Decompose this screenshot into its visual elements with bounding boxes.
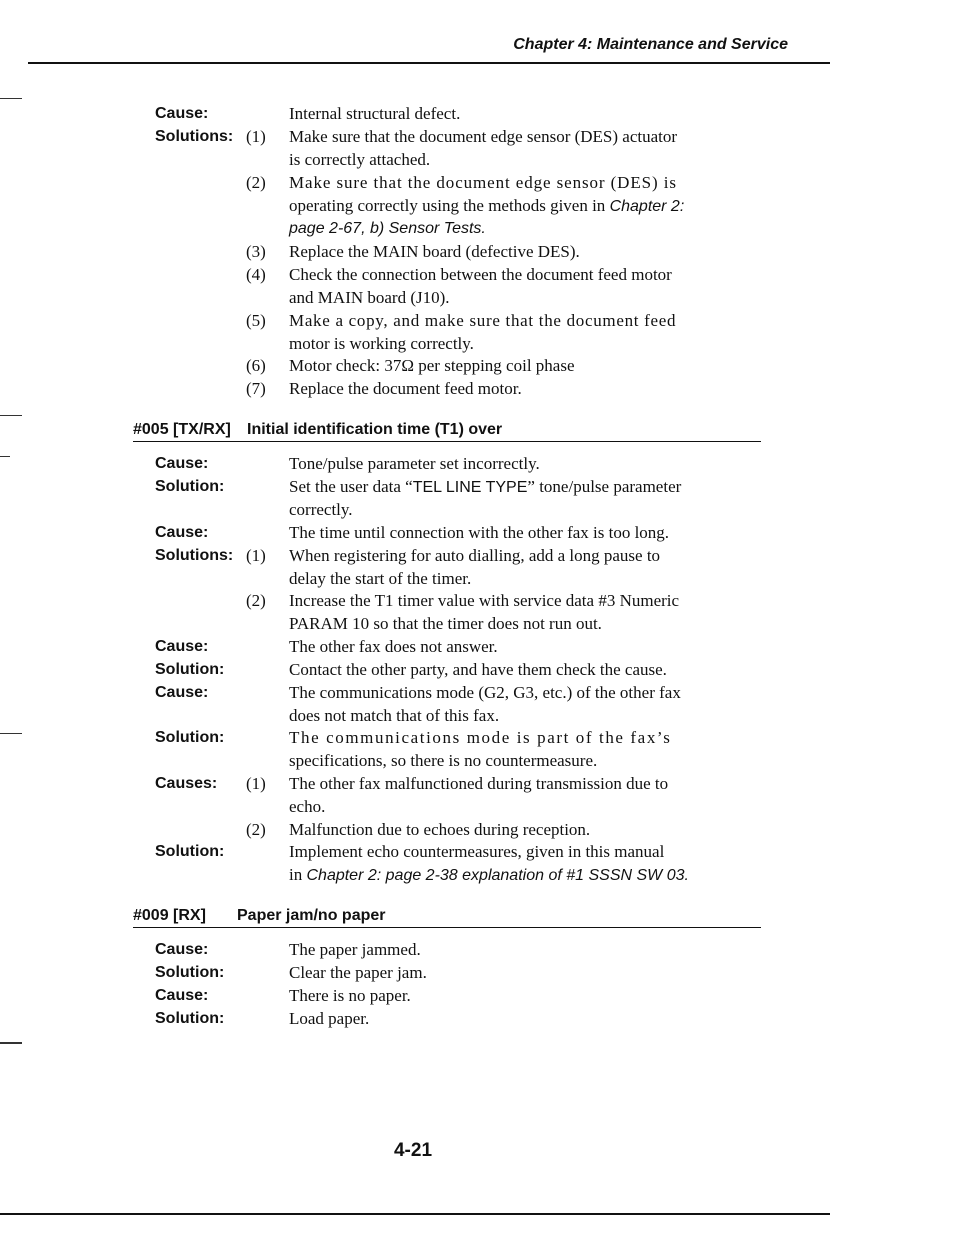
- solution-row-cont: [0, 498, 964, 521]
- solution-row: [0, 658, 964, 681]
- item-text: Check the connection between the document feed motor: [289, 265, 672, 284]
- item-text: Make a copy, and make sure that the document feed: [289, 311, 677, 330]
- chapter-header: Chapter 4: Maintenance and Service: [513, 36, 788, 53]
- item-text: Motor check: 37Ω per stepping coil phase: [289, 356, 575, 375]
- item-number: (7): [246, 379, 266, 398]
- solution-text: Implement echo countermeasures, given in this manual: [289, 842, 665, 861]
- solution-label: Solution:: [155, 843, 225, 860]
- solution-text: correctly.: [289, 500, 353, 519]
- cause-item: [0, 818, 964, 841]
- solution-row: [0, 475, 964, 498]
- solution-row: [0, 961, 964, 984]
- cause-text: The paper jammed.: [289, 940, 421, 959]
- cause-item: [0, 772, 964, 795]
- section-heading-005: [133, 420, 761, 442]
- solution-label: Solution:: [155, 729, 225, 746]
- cause-row: [0, 521, 964, 544]
- solution-text: specifications, so there is no countermeasure.: [289, 751, 598, 770]
- item-text: Malfunction due to echoes during reception.: [289, 820, 591, 839]
- item-number: (1): [246, 546, 266, 565]
- item-text: Make sure that the document edge sensor (DES) actuator: [289, 127, 678, 146]
- solution-label: Solution:: [155, 661, 225, 678]
- solution-item: [0, 125, 964, 148]
- item-text-part: operating correctly using the methods given in: [289, 196, 610, 215]
- section-heading-009: [133, 906, 761, 928]
- solution-text: The communications mode is part of the fax’s: [289, 728, 672, 747]
- error-code: #005 [TX/RX]: [133, 421, 231, 438]
- item-text: The other fax malfunctioned during transmission due to: [289, 774, 669, 793]
- cause-text: The time until connection with the other fax is too long.: [289, 523, 670, 542]
- solution-item: [0, 171, 964, 194]
- item-number: (1): [246, 127, 266, 146]
- solution-row: [0, 1007, 964, 1030]
- solution-item: [0, 263, 964, 286]
- item-number: (2): [246, 591, 266, 610]
- solution-row: [0, 726, 964, 749]
- item-number: (1): [246, 774, 266, 793]
- text-part: in: [289, 865, 307, 884]
- solution-label: Solution:: [155, 1010, 225, 1027]
- header-rule: [28, 62, 830, 64]
- solution-item: [0, 544, 964, 567]
- item-number: (5): [246, 311, 266, 330]
- cause-row: [0, 681, 964, 704]
- solution-item-cont: [0, 217, 964, 240]
- cause-label: Cause:: [155, 455, 209, 472]
- item-number: (6): [246, 356, 266, 375]
- solution-item-cont: [0, 332, 964, 355]
- solution-text: [289, 863, 761, 887]
- item-text: echo.: [289, 797, 326, 816]
- item-text: and MAIN board (J10).: [289, 288, 450, 307]
- solution-label: Solution:: [155, 964, 225, 981]
- cause-text: The communications mode (G2, G3, etc.) of the other fax: [289, 683, 681, 702]
- cause-label: Cause:: [155, 524, 209, 541]
- cause-label: Cause:: [155, 638, 209, 655]
- item-text: is correctly attached.: [289, 150, 431, 169]
- item-number: (2): [246, 820, 266, 839]
- chapter-reference: page 2-67, b) Sensor Tests.: [289, 220, 486, 237]
- solution-row-cont: [0, 749, 964, 772]
- item-number: (4): [246, 265, 266, 284]
- item-text: [289, 194, 761, 218]
- cause-text: There is no paper.: [289, 986, 411, 1005]
- section-title: Initial identification time (T1) over: [247, 421, 503, 438]
- solution-item-cont: [0, 286, 964, 309]
- solutions-label: Solutions:: [155, 128, 234, 145]
- cause-label: Cause:: [155, 941, 209, 958]
- cause-label: Cause:: [155, 684, 209, 701]
- item-text: motor is working correctly.: [289, 334, 474, 353]
- cause-row-cont: [0, 704, 964, 727]
- solution-item: [0, 240, 964, 263]
- solution-text: Contact the other party, and have them check the cause.: [289, 660, 667, 679]
- cause-row: [0, 452, 964, 475]
- page-number: 4-21: [393, 1140, 433, 1161]
- item-text: PARAM 10 so that the timer does not run out.: [289, 614, 602, 633]
- solution-item: [0, 309, 964, 332]
- item-text: Make sure that the document edge sensor (DES) is: [289, 173, 677, 192]
- section-title: Paper jam/no paper: [237, 907, 386, 924]
- cause-label: Cause:: [155, 987, 209, 1004]
- cause-item-cont: [0, 795, 964, 818]
- solution-text: Load paper.: [289, 1009, 370, 1028]
- cause-row: [0, 102, 964, 125]
- solution-item: [0, 377, 964, 400]
- solution-row-cont: [0, 863, 964, 886]
- chapter-reference: Chapter 2:: [609, 198, 685, 215]
- solution-text: [289, 475, 761, 499]
- item-text: Replace the document feed motor.: [289, 379, 522, 398]
- text-part: ” tone/pulse parameter: [527, 477, 682, 496]
- cause-row: [0, 984, 964, 1007]
- causes-label: Causes:: [155, 775, 218, 792]
- item-text: Replace the MAIN board (defective DES).: [289, 242, 580, 261]
- solution-row: [0, 840, 964, 863]
- solution-item-cont: [0, 612, 964, 635]
- solution-item-cont: [0, 148, 964, 171]
- cause-text: Internal structural defect.: [289, 104, 461, 123]
- text-part: Set the user data “: [289, 477, 413, 496]
- solution-text: Clear the paper jam.: [289, 963, 427, 982]
- solution-item: [0, 589, 964, 612]
- cause-label: Cause:: [155, 105, 209, 122]
- solution-item-cont: [0, 194, 964, 217]
- item-text: delay the start of the timer.: [289, 569, 472, 588]
- footer-rule: [0, 1213, 830, 1215]
- solution-item: [0, 354, 964, 377]
- margin-mark: [0, 415, 22, 416]
- chapter-reference: Chapter 2: page 2-38 explanation of #1 SSSN SW 03.: [306, 867, 689, 884]
- user-data-name: TEL LINE TYPE: [412, 479, 528, 496]
- item-text: When registering for auto dialling, add a long pause to: [289, 546, 661, 565]
- margin-mark: [0, 1042, 22, 1044]
- item-number: (2): [246, 173, 266, 192]
- margin-mark: [0, 98, 22, 99]
- error-code: #009 [RX]: [133, 907, 206, 924]
- cause-text: The other fax does not answer.: [289, 637, 498, 656]
- solutions-label: Solutions:: [155, 547, 234, 564]
- cause-row: [0, 938, 964, 961]
- cause-text: Tone/pulse parameter set incorrectly.: [289, 454, 540, 473]
- item-text: Increase the T1 timer value with service data #3 Numeric: [289, 591, 680, 610]
- cause-text: does not match that of this fax.: [289, 706, 500, 725]
- solution-item-cont: [0, 567, 964, 590]
- item-number: (3): [246, 242, 266, 261]
- cause-row: [0, 635, 964, 658]
- solution-label: Solution:: [155, 478, 225, 495]
